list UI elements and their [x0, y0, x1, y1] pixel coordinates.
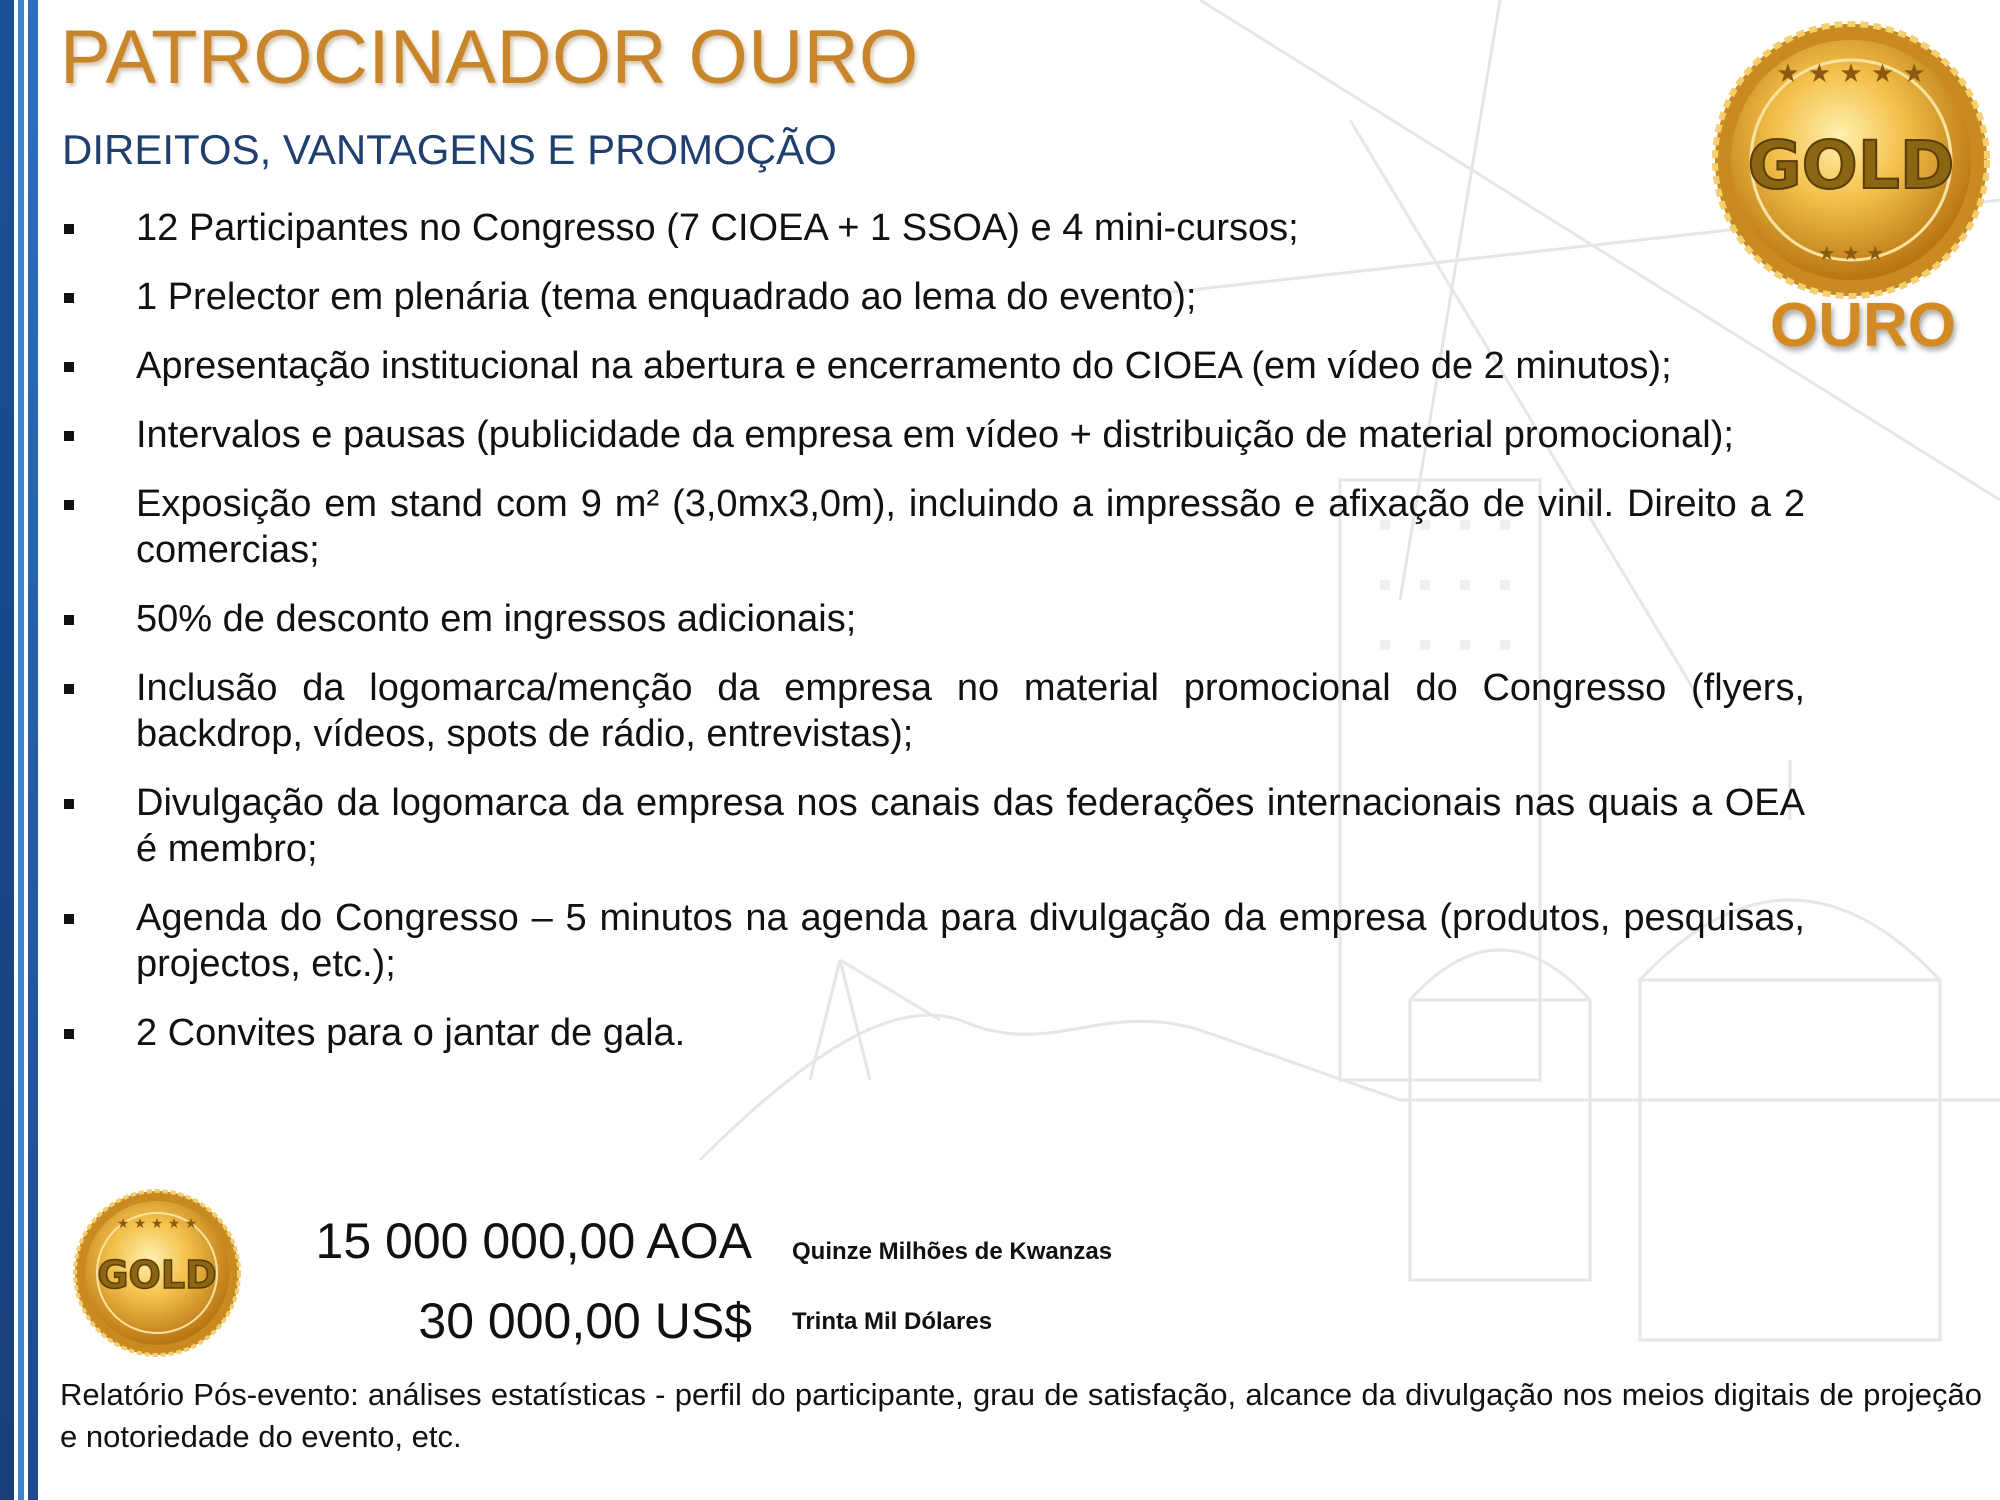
benefits-list	[60, 205, 1805, 1056]
list-item	[60, 412, 1805, 458]
page-title: PATROCINADOR OURO	[60, 15, 919, 100]
list-item	[60, 481, 1805, 573]
square-bullet-icon	[64, 500, 74, 510]
benefit-text: Divulgação da logomarca da empresa nos canais das federações internacionais nas quais a OEA é membro;	[136, 782, 1805, 870]
list-item	[60, 895, 1805, 987]
list-item	[60, 665, 1805, 757]
section-subtitle: DIREITOS, VANTAGENS E PROMOÇÃO	[62, 126, 837, 173]
list-item	[60, 1010, 1805, 1056]
ouro-label: OURO	[1770, 291, 1956, 360]
square-bullet-icon	[64, 431, 74, 441]
square-bullet-icon	[64, 293, 74, 303]
gold-badge-text: GOLD	[1747, 127, 1955, 204]
post-event-report-note: Relatório Pós-evento: análises estatísticas - perfil do participante, grau de satisfação, alcance da divulgação nos meios digitais de projeção e notoriedade do evento, etc.	[60, 1377, 1982, 1454]
price-aoa: 15 000 000,00 AOA	[315, 1213, 752, 1269]
benefit-text: 1 Prelector em plenária (tema enquadrado ao lema do evento);	[136, 276, 1197, 318]
list-item	[60, 205, 1805, 251]
svg-text:★ ★ ★: ★ ★ ★	[1817, 241, 1885, 265]
list-item	[60, 780, 1805, 872]
benefit-text: 2 Convites para o jantar de gala.	[136, 1012, 686, 1054]
list-item	[60, 596, 1805, 642]
benefit-text: Apresentação institucional na abertura e encerramento do CIOEA (em vídeo de 2 minutos);	[136, 345, 1672, 387]
svg-text:★ ★ ★ ★ ★: ★ ★ ★ ★ ★	[116, 1216, 198, 1232]
price-usd-words: Trinta Mil Dólares	[792, 1308, 993, 1335]
square-bullet-icon	[64, 914, 74, 924]
square-bullet-icon	[64, 684, 74, 694]
benefit-text: Intervalos e pausas (publicidade da empresa em vídeo + distribuição de material promocional);	[136, 414, 1734, 456]
square-bullet-icon	[64, 799, 74, 809]
benefit-text: Inclusão da logomarca/menção da empresa no material promocional do Congresso (flyers, backdrop, vídeos, spots de rádio, entrevistas);	[136, 667, 1805, 755]
list-item	[60, 343, 1805, 389]
price-aoa-words: Quinze Milhões de Kwanzas	[792, 1238, 1113, 1265]
svg-text:★ ★ ★ ★ ★: ★ ★ ★ ★ ★	[1776, 59, 1926, 89]
gold-badge-text: GOLD	[97, 1253, 217, 1297]
benefit-text: Exposição em stand com 9 m² (3,0mx3,0m), incluindo a impressão e afixação de vinil. Direito a 2 comercias;	[136, 483, 1805, 571]
benefit-text: Agenda do Congresso – 5 minutos na agenda para divulgação da empresa (produtos, pesquisas, projectos, etc.);	[136, 897, 1805, 985]
benefit-text: 50% de desconto em ingressos adicionais;	[136, 598, 857, 640]
list-item	[60, 274, 1805, 320]
benefit-text: 12 Participantes no Congresso (7 CIOEA + 1 SSOA) e 4 mini-cursos;	[136, 207, 1299, 249]
square-bullet-icon	[64, 1029, 74, 1039]
price-usd: 30 000,00 US$	[418, 1293, 752, 1349]
square-bullet-icon	[64, 224, 74, 234]
square-bullet-icon	[64, 615, 74, 625]
square-bullet-icon	[64, 362, 74, 372]
gold-seal-small-icon	[72, 1188, 242, 1358]
